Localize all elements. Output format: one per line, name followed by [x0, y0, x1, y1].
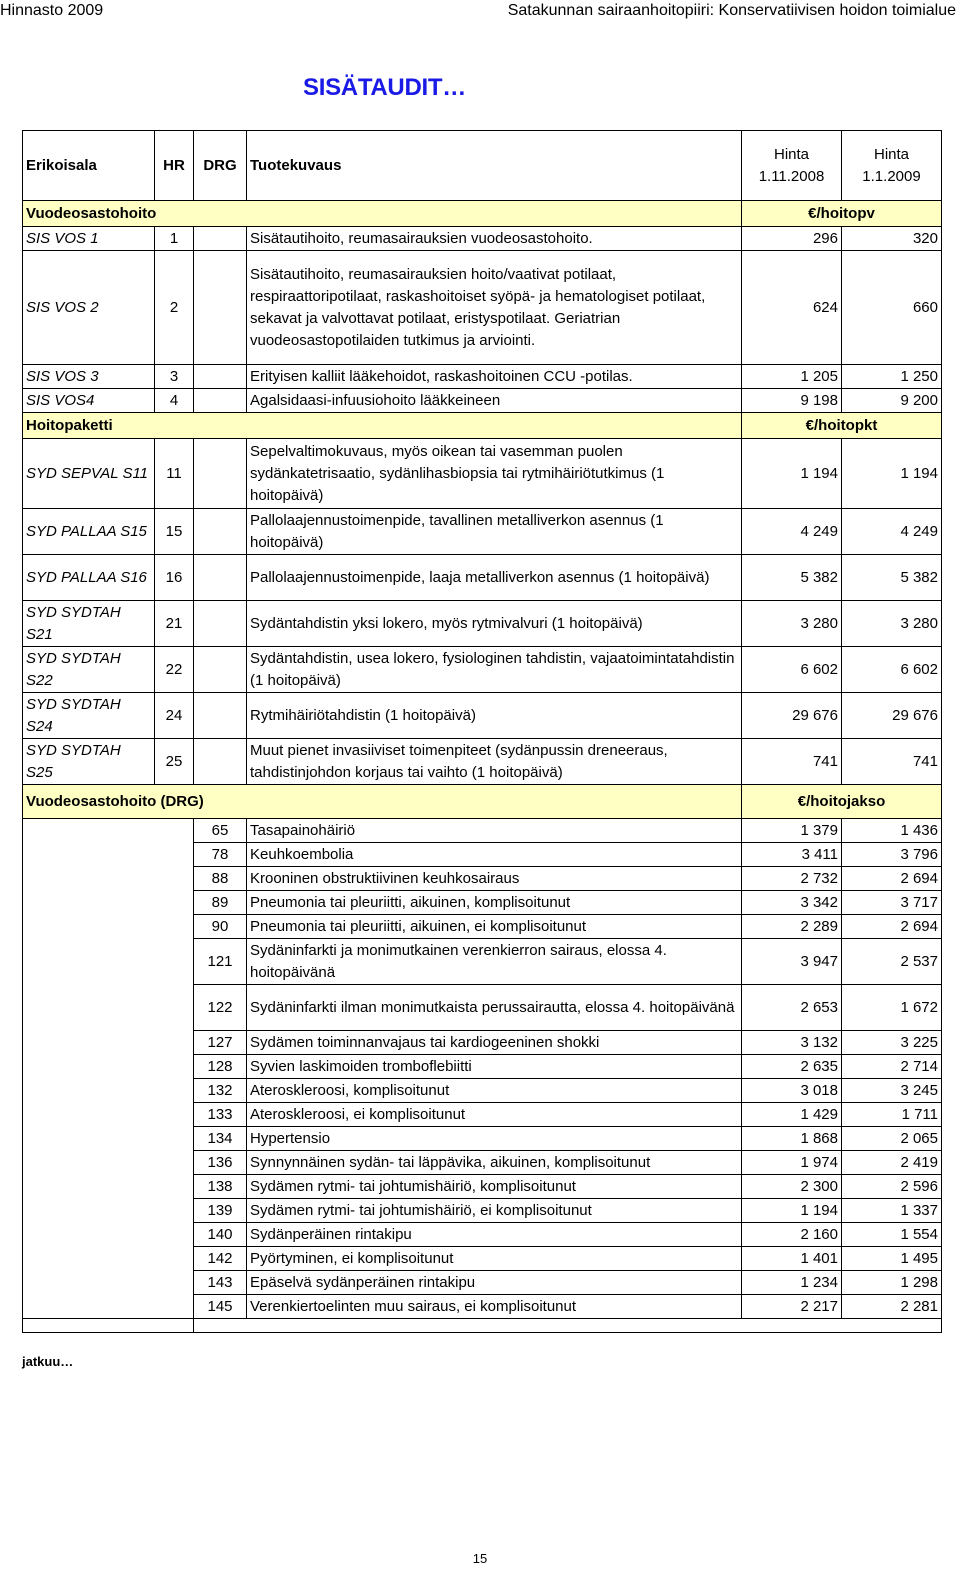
product-description: Pallolaajennustoimenpide, tavallinen metalliverkon asennus (1 hoitopäivä) [247, 509, 742, 555]
blank-cell [23, 1223, 194, 1247]
table-row [23, 819, 942, 843]
product-description: Pallolaajennustoimenpide, laaja metalliverkon asennus (1 hoitopäivä) [247, 555, 742, 601]
blank-cell [23, 1295, 194, 1319]
price-2008: 624 [742, 251, 842, 365]
product-description: Agalsidaasi-infuusiohoito lääkkeineen [247, 389, 742, 413]
price-2008: 4 249 [742, 509, 842, 555]
price-2009: 1 250 [842, 365, 942, 389]
drg-number: 89 [194, 891, 247, 915]
table-row [23, 251, 942, 365]
drg-code-empty [194, 439, 247, 509]
col-tuotekuvaus: Tuotekuvaus [247, 131, 742, 201]
price-2009: 2 281 [842, 1295, 942, 1319]
price-2008: 741 [742, 739, 842, 785]
hr-number: 2 [155, 251, 194, 365]
product-description: Sydämen rytmi- tai johtumishäiriö, komplisoitunut [247, 1175, 742, 1199]
price-2009: 1 672 [842, 985, 942, 1031]
drg-number: 65 [194, 819, 247, 843]
blank-cell [23, 1175, 194, 1199]
price-2009: 3 280 [842, 601, 942, 647]
hr-number: 15 [155, 509, 194, 555]
price-2008: 2 160 [742, 1223, 842, 1247]
drg-number: 143 [194, 1271, 247, 1295]
price-2008: 9 198 [742, 389, 842, 413]
price-2008: 1 974 [742, 1151, 842, 1175]
price-2009: 1 495 [842, 1247, 942, 1271]
hr-number: 1 [155, 227, 194, 251]
product-description: Ateroskleroosi, komplisoitunut [247, 1079, 742, 1103]
table-row [23, 843, 942, 867]
blank-cell [23, 939, 194, 985]
drg-number: 132 [194, 1079, 247, 1103]
product-description: Syvien laskimoiden tromboflebiitti [247, 1055, 742, 1079]
hr-number: 4 [155, 389, 194, 413]
price-2009: 2 065 [842, 1127, 942, 1151]
price-2009: 2 596 [842, 1175, 942, 1199]
price-2009: 660 [842, 251, 942, 365]
price-2009: 3 796 [842, 843, 942, 867]
blank-cell [23, 867, 194, 891]
product-description: Erityisen kalliit lääkehoidot, raskashoitoinen CCU -potilas. [247, 365, 742, 389]
blank-cell [23, 843, 194, 867]
drg-number: 90 [194, 915, 247, 939]
price-2009: 3 717 [842, 891, 942, 915]
col-hr: HR [155, 131, 194, 201]
blank-cell [194, 1319, 942, 1333]
table-row [23, 555, 942, 601]
table-row [23, 1223, 942, 1247]
product-code: SIS VOS 1 [23, 227, 155, 251]
price-2009: 9 200 [842, 389, 942, 413]
price-2009: 2 419 [842, 1151, 942, 1175]
product-description: Synnynnäinen sydän- tai läppävika, aikuinen, komplisoitunut [247, 1151, 742, 1175]
drg-number: 145 [194, 1295, 247, 1319]
col-erikoisala: Erikoisala [23, 131, 155, 201]
table-row [23, 1175, 942, 1199]
product-description: Sisätautihoito, reumasairauksien vuodeosastohoito. [247, 227, 742, 251]
blank-cell [23, 915, 194, 939]
price-2008: 3 342 [742, 891, 842, 915]
product-code: SIS VOS 2 [23, 251, 155, 365]
continued-note: jatkuu… [22, 1354, 74, 1369]
hr-number: 16 [155, 555, 194, 601]
price-2008: 1 205 [742, 365, 842, 389]
blank-cell [23, 1319, 194, 1333]
table-row [23, 1127, 942, 1151]
drg-number: 128 [194, 1055, 247, 1079]
table-row [23, 739, 942, 785]
drg-code-empty [194, 389, 247, 413]
col-drg: DRG [194, 131, 247, 201]
price-2008: 1 234 [742, 1271, 842, 1295]
drg-number: 121 [194, 939, 247, 985]
drg-number: 127 [194, 1031, 247, 1055]
product-description: Pyörtyminen, ei komplisoitunut [247, 1247, 742, 1271]
blank-cell [23, 891, 194, 915]
column-header-row [23, 131, 942, 201]
section-vuodeosastohoito [23, 201, 942, 227]
price-2008: 2 300 [742, 1175, 842, 1199]
blank-cell [23, 1151, 194, 1175]
price-2008: 1 401 [742, 1247, 842, 1271]
price-2008: 2 217 [742, 1295, 842, 1319]
price-2009: 2 694 [842, 867, 942, 891]
product-description: Hypertensio [247, 1127, 742, 1151]
blank-cell [23, 1031, 194, 1055]
table-row [23, 985, 942, 1031]
section-label: Hoitopaketti [23, 413, 742, 439]
product-code: SYD PALLAA S16 [23, 555, 155, 601]
col-hinta-2009: Hinta 1.1.2009 [842, 131, 942, 201]
blank-cell [23, 819, 194, 843]
price-2009: 2 537 [842, 939, 942, 985]
product-description: Sepelvaltimokuvaus, myös oikean tai vasemman puolen sydänkatetrisaatio, sydänlihasbiopsia tai rytmihäiriötutkimus (1 hoitopäivä) [247, 439, 742, 509]
hr-number: 11 [155, 439, 194, 509]
product-description: Sydämen rytmi- tai johtumishäiriö, ei komplisoitunut [247, 1199, 742, 1223]
blank-cell [23, 1247, 194, 1271]
price-2008: 2 732 [742, 867, 842, 891]
table-row [23, 509, 942, 555]
price-2009: 1 298 [842, 1271, 942, 1295]
blank-cell [23, 1127, 194, 1151]
product-description: Pneumonia tai pleuriitti, aikuinen, komplisoitunut [247, 891, 742, 915]
hr-number: 25 [155, 739, 194, 785]
price-2008: 1 868 [742, 1127, 842, 1151]
product-description: Sisätautihoito, reumasairauksien hoito/vaativat potilaat, respiraattoripotilaat, raskashoitoiset syöpä- ja hematologiset potilaat, sekavat ja valvottavat potilaat, eristyspotilaat. Geriatrian vuodeosastopotilaiden tutkimus ja arviointi. [247, 251, 742, 365]
table-row [23, 693, 942, 739]
price-table [22, 130, 942, 1333]
price-2009: 2 714 [842, 1055, 942, 1079]
table-row [23, 1271, 942, 1295]
price-2009: 2 694 [842, 915, 942, 939]
table-row [23, 227, 942, 251]
product-code: SYD SYDTAH S24 [23, 693, 155, 739]
price-2008: 3 018 [742, 1079, 842, 1103]
table-row [23, 1103, 942, 1127]
table-bottom-spacer [23, 1319, 942, 1333]
price-2008: 2 653 [742, 985, 842, 1031]
product-description: Tasapainohäiriö [247, 819, 742, 843]
price-2009: 1 337 [842, 1199, 942, 1223]
col-hinta-2008: Hinta 1.11.2008 [742, 131, 842, 201]
price-2009: 29 676 [842, 693, 942, 739]
price-2008: 1 194 [742, 1199, 842, 1223]
price-2008: 296 [742, 227, 842, 251]
drg-code-empty [194, 647, 247, 693]
product-code: SYD SYDTAH S22 [23, 647, 155, 693]
price-2008: 6 602 [742, 647, 842, 693]
table-row [23, 365, 942, 389]
table-row [23, 1199, 942, 1223]
table-row [23, 891, 942, 915]
product-description: Sydäninfarkti ja monimutkainen verenkierron sairaus, elossa 4. hoitopäivänä [247, 939, 742, 985]
price-2008: 1 194 [742, 439, 842, 509]
product-description: Krooninen obstruktiivinen keuhkosairaus [247, 867, 742, 891]
price-2009: 741 [842, 739, 942, 785]
table-row [23, 939, 942, 985]
drg-number: 78 [194, 843, 247, 867]
price-2009: 4 249 [842, 509, 942, 555]
drg-code-empty [194, 739, 247, 785]
table-row [23, 601, 942, 647]
price-2009: 1 194 [842, 439, 942, 509]
price-2008: 3 280 [742, 601, 842, 647]
table-row [23, 1031, 942, 1055]
drg-number: 136 [194, 1151, 247, 1175]
page-title: SISÄTAUDIT… [303, 74, 466, 101]
product-description: Sydäntahdistin, usea lokero, fysiologinen tahdistin, vajaatoimintatahdistin (1 hoitopäivä) [247, 647, 742, 693]
drg-number: 140 [194, 1223, 247, 1247]
table-row [23, 439, 942, 509]
table-row [23, 867, 942, 891]
product-description: Rytmihäiriötahdistin (1 hoitopäivä) [247, 693, 742, 739]
drg-code-empty [194, 555, 247, 601]
price-2009: 6 602 [842, 647, 942, 693]
product-description: Keuhkoembolia [247, 843, 742, 867]
drg-code-empty [194, 251, 247, 365]
hr-number: 22 [155, 647, 194, 693]
table-row [23, 647, 942, 693]
drg-number: 142 [194, 1247, 247, 1271]
drg-code-empty [194, 365, 247, 389]
drg-number: 138 [194, 1175, 247, 1199]
drg-number: 88 [194, 867, 247, 891]
product-description: Sydänperäinen rintakipu [247, 1223, 742, 1247]
price-2009: 1 436 [842, 819, 942, 843]
section-label: Vuodeosastohoito [23, 201, 742, 227]
document-header-left: Hinnasto 2009 [0, 2, 104, 19]
document-header-right: Satakunnan sairaanhoitopiiri: Konservatiivisen hoidon toimialue [507, 2, 956, 19]
drg-number: 139 [194, 1199, 247, 1223]
price-2008: 29 676 [742, 693, 842, 739]
drg-code-empty [194, 601, 247, 647]
drg-code-empty [194, 693, 247, 739]
price-2009: 320 [842, 227, 942, 251]
price-2008: 1 429 [742, 1103, 842, 1127]
price-2008: 1 379 [742, 819, 842, 843]
table-row [23, 1079, 942, 1103]
product-code: SYD PALLAA S15 [23, 509, 155, 555]
price-2008: 3 132 [742, 1031, 842, 1055]
drg-number: 122 [194, 985, 247, 1031]
hr-number: 21 [155, 601, 194, 647]
product-description: Sydäntahdistin yksi lokero, myös rytmivalvuri (1 hoitopäivä) [247, 601, 742, 647]
product-description: Ateroskleroosi, ei komplisoitunut [247, 1103, 742, 1127]
section-label: Vuodeosastohoito (DRG) [23, 785, 742, 819]
product-description: Muut pienet invasiiviset toimenpiteet (sydänpussin dreneeraus, tahdistinjohdon korjaus tai vaihto (1 hoitopäivä) [247, 739, 742, 785]
product-code: SYD SYDTAH S25 [23, 739, 155, 785]
table-row [23, 389, 942, 413]
hr-number: 3 [155, 365, 194, 389]
product-code: SIS VOS 3 [23, 365, 155, 389]
price-2008: 2 289 [742, 915, 842, 939]
table-row [23, 1295, 942, 1319]
product-description: Sydämen toiminnanvajaus tai kardiogeeninen shokki [247, 1031, 742, 1055]
price-2009: 3 225 [842, 1031, 942, 1055]
section-unit: €/hoitopkt [742, 413, 942, 439]
table-row [23, 915, 942, 939]
hr-number: 24 [155, 693, 194, 739]
product-description: Pneumonia tai pleuriitti, aikuinen, ei komplisoitunut [247, 915, 742, 939]
product-description: Verenkiertoelinten muu sairaus, ei komplisoitunut [247, 1295, 742, 1319]
section-hoitopaketti [23, 413, 942, 439]
blank-cell [23, 985, 194, 1031]
blank-cell [23, 1079, 194, 1103]
product-code: SYD SYDTAH S21 [23, 601, 155, 647]
drg-number: 133 [194, 1103, 247, 1127]
blank-cell [23, 1103, 194, 1127]
price-2009: 1 711 [842, 1103, 942, 1127]
page-number: 15 [472, 1551, 488, 1566]
price-2009: 1 554 [842, 1223, 942, 1247]
section-unit: €/hoitojakso [742, 785, 942, 819]
blank-cell [23, 1055, 194, 1079]
price-2008: 3 411 [742, 843, 842, 867]
price-2008: 5 382 [742, 555, 842, 601]
price-2009: 5 382 [842, 555, 942, 601]
price-table-body [23, 131, 942, 1333]
product-code: SYD SEPVAL S11 [23, 439, 155, 509]
drg-number: 134 [194, 1127, 247, 1151]
blank-cell [23, 1199, 194, 1223]
price-2008: 3 947 [742, 939, 842, 985]
table-row [23, 1151, 942, 1175]
section-drg [23, 785, 942, 819]
table-row [23, 1055, 942, 1079]
section-unit: €/hoitopv [742, 201, 942, 227]
product-description: Epäselvä sydänperäinen rintakipu [247, 1271, 742, 1295]
price-2008: 2 635 [742, 1055, 842, 1079]
drg-code-empty [194, 509, 247, 555]
drg-code-empty [194, 227, 247, 251]
table-row [23, 1247, 942, 1271]
price-2009: 3 245 [842, 1079, 942, 1103]
product-code: SIS VOS4 [23, 389, 155, 413]
product-description: Sydäninfarkti ilman monimutkaista perussairautta, elossa 4. hoitopäivänä [247, 985, 742, 1031]
blank-cell [23, 1271, 194, 1295]
